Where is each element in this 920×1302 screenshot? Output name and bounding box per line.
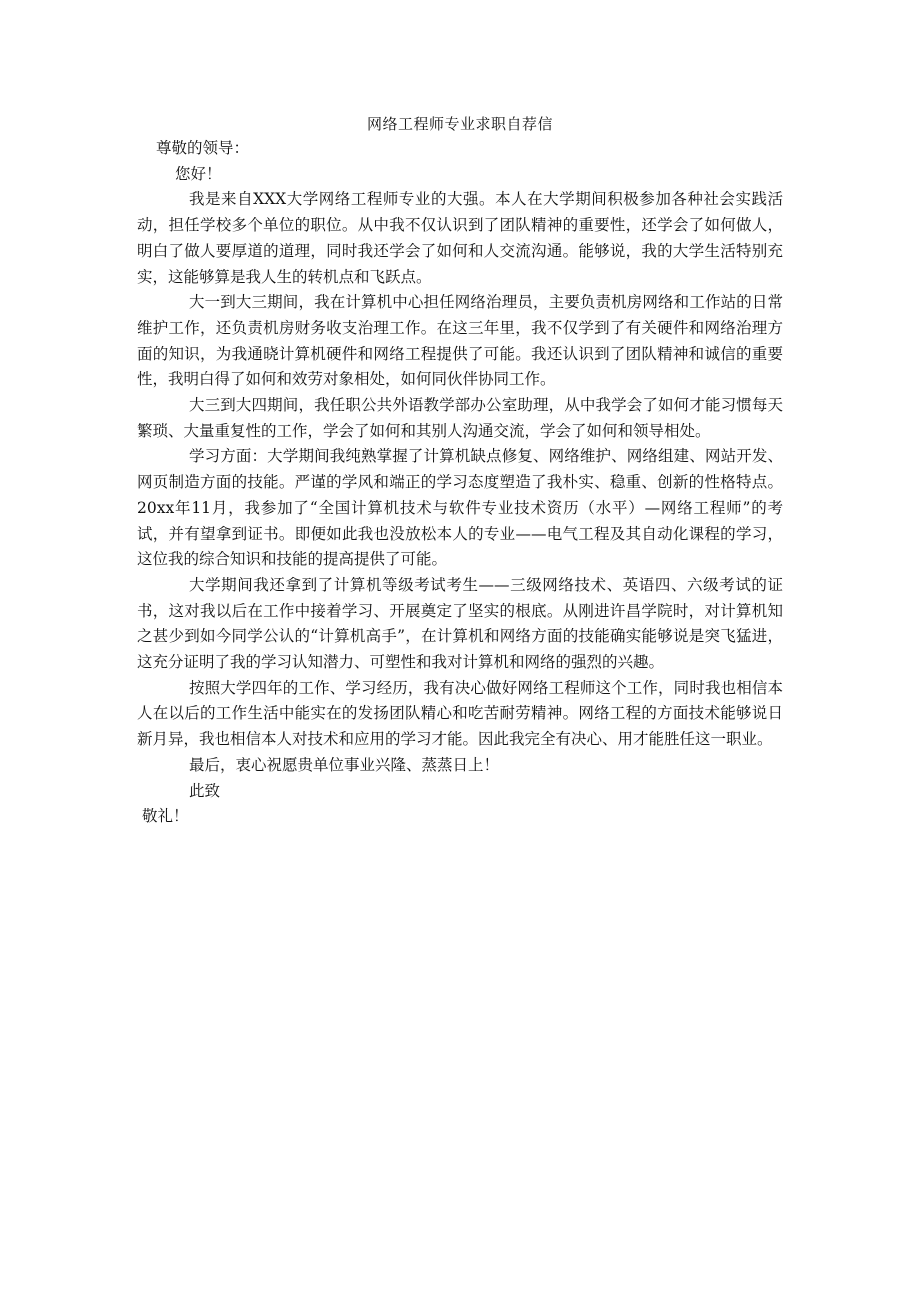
document-title: 网络工程师专业求职自荐信 <box>366 115 553 133</box>
paragraph-office-assistant: 大三到大四期间，我任职公共外语教学部办公室助理，从中我学会了如何才能习惯每天繁琐、大量重复性的工作，学会了如何和其别人沟通交流，学会了如何和领导相处。 <box>137 396 783 440</box>
closing-wish: 最后，衷心祝愿贵单位事业兴隆、蒸蒸日上！ <box>189 755 500 774</box>
greeting: 您好！ <box>175 164 222 183</box>
paragraph-certificates: 大学期间我还拿到了计算机等级考试考生——三级网络技术、英语四、六级考试的证书，这对我以后在工作中接着学习、开展奠定了坚实的根底。从刚进许昌学院时，对计算机知之甚少到如今同学公认的“计算机高手”，在计算机和网络方面的技能确实能够说是突飞猛进，这充分证明了我的学习认知潜力、可塑性和我对计算机和网络的强烈的兴趣。 <box>137 575 783 672</box>
salutation: 尊敬的领导： <box>156 139 250 157</box>
letter-body <box>137 136 783 830</box>
closing-line-1: 此致 <box>189 781 221 800</box>
paragraph-network-admin: 大一到大三期间，我在计算机中心担任网络治理员，主要负责机房网络和工作站的日常维护工作，还负责机房财务收支治理工作。在这三年里，我不仅学到了有关硬件和网络治理方面的知识，为我通晓计算机硬件和网络工程提供了可能。我还认识到了团队精神和诚信的重要性，我明白得了如何和效劳对象相处，如何同伙伴协同工作。 <box>137 293 783 389</box>
closing-line-2: 敬礼！ <box>142 807 189 826</box>
paragraph-intro: 我是来自XXX大学网络工程师专业的大强。本人在大学期间积极参加各种社会实践活动，担任学校多个单位的职位。从中我不仅认识到了团队精神的重要性，还学会了如何做人，明白了做人要厚道的道理，同时我还学会了如何和人交流沟通。能够说，我的大学生活特别充实，这能够算是我人生的转机点和飞跃点。 <box>137 190 783 286</box>
paragraph-study: 学习方面：大学期间我纯熟掌握了计算机缺点修复、网络维护、网络组建、网站开发、网页制造方面的技能。严谨的学风和端正的学习态度塑造了我朴实、稳重、创新的性格特点。20xx年11月，我参加了“全国计算机技术与软件专业技术资历（水平）—网络工程师”的考试，并有望拿到证书。即便如此我也没放松本人的专业——电气工程及其自动化课程的学习，这位我的综合知识和技能的提高提供了可能。 <box>137 447 783 569</box>
paragraph-commitment: 按照大学四年的工作、学习经历，我有决心做好网络工程师这个工作，同时我也相信本人在以后的工作生活中能实在的发扬团队精心和吃苦耐劳精神。网络工程的方面技术能够说日新月异，我也相信本人对技术和应用的学习才能。因此我完全有决心、用才能胜任这一职业。 <box>137 678 783 749</box>
